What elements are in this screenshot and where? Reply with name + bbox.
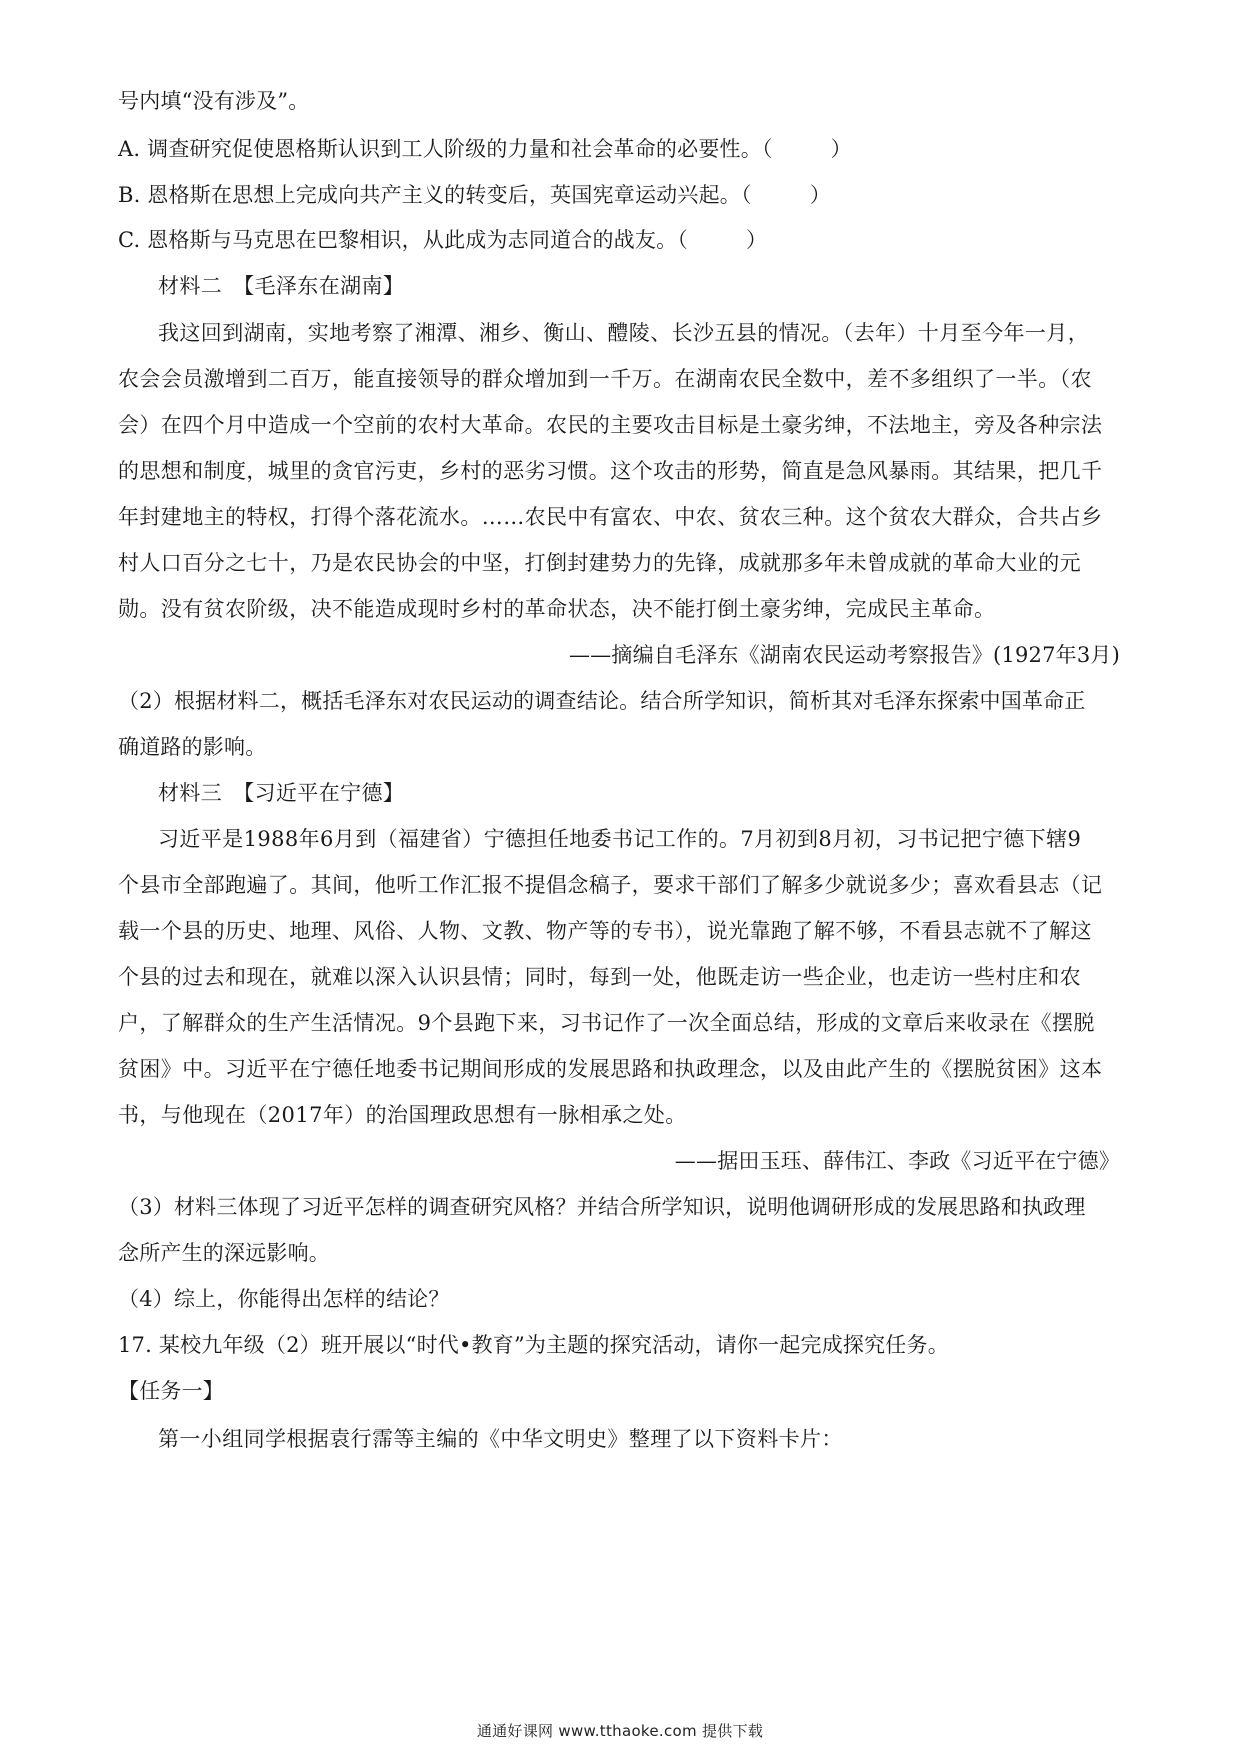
option-a-text: A. 调查研究促使恩格斯认识到工人阶级的力量和社会革命的必要性。（ [118,137,773,161]
question3-line-1: （3）材料三体现了习近平怎样的调查研究风格？并结合所学知识，说明他调研形成的发展思路和执政理 [118,1195,1086,1219]
task1-text: 第一小组同学根据袁行霈等主编的《中华文明史》整理了以下资料卡片： [158,1427,843,1451]
material3-line-5: 户，了解群众的生产生活情况。9个县跑下来，习书记作了一次全面总结，形成的文章后来收录在《摆脱 [118,1011,1095,1035]
question2-line-2: 确道路的影响。 [118,735,267,759]
material2-line-5: 年封建地主的特权，打得个落花流水。……农民中有富农、中农、贫农三种。这个贫农大群众，合共占乡 [118,505,1103,529]
material2-source: ——摘编自毛泽东《湖南农民运动考察报告》(1927年3月) [569,643,1120,667]
material3-heading: 材料三 【习近平在宁德】 [158,781,405,805]
option-b-text: B. 恩格斯在思想上完成向共产主义的转变后，英国宪章运动兴起。（ [118,183,752,207]
question3-line-2: 念所产生的深远影响。 [118,1241,330,1265]
material3-line-1: 习近平是1988年6月到（福建省）宁德担任地委书记工作的。7月初到8月初，习书记把宁德下辖9 [158,827,1082,851]
material2-line-1: 我这回到湖南，实地考察了湘潭、湘乡、衡山、醴陵、长沙五县的情况。（去年）十月至今年一月， [158,321,1090,345]
option-a-close: ） [830,137,852,161]
material2-heading: 材料二 【毛泽东在湖南】 [158,274,405,298]
material2-line-6: 村人口百分之七十，乃是农民协会的中坚，打倒封建势力的先锋，成就那多年未曾成就的革命大业的元 [118,551,1081,575]
option-b [118,180,831,210]
material2-line-2: 农会会员激增到二百万，能直接领导的群众增加到一千万。在湖南农民全数中，差不多组织了一半。（农 [118,367,1092,391]
material3-line-3: 载一个县的历史、地理、风俗、人物、文教、物产等的专书），说光靠跑了解不够，不看县志就不了解这 [118,919,1092,943]
question4: （4）综上，你能得出怎样的结论？ [118,1287,450,1311]
option-c-text: C. 恩格斯与马克思在巴黎相识，从此成为志同道合的战友。（ [118,228,688,252]
material3-line-2: 个县市全部跑遍了。其间，他听工作汇报不提倡念稿子，要求干部们了解多少就说多少；喜欢看县志（记 [118,873,1103,897]
option-a [118,134,852,164]
material2-line-7: 勋。没有贫农阶级，决不能造成现时乡村的革命状态，决不能打倒土豪劣绅，完成民主革命。 [118,597,996,621]
material3-line-4: 个县的过去和现在，就难以深入认识县情；同时，每到一处，他既走访一些企业，也走访一些村庄和农 [118,965,1081,989]
material2-line-3: 会）在四个月中造成一个空前的农村大革命。农民的主要攻击目标是土豪劣绅，不法地主，旁及各种宗法 [118,413,1103,437]
material3-source: ——据田玉珏、薛伟江、李政《习近平在宁德》 [674,1149,1120,1173]
option-c-close: ） [745,228,768,252]
material3-line-7: 书，与他现在（2017年）的治国理政思想有一脉相承之处。 [118,1103,687,1127]
material3-line-6: 贫困》中。习近平在宁德任地委书记期间形成的发展思路和执政理念，以及由此产生的《摆脱贫困》这本 [118,1057,1103,1081]
material2-line-4: 的思想和制度，城里的贪官污吏，乡村的恶劣习惯。这个攻击的形势，简直是急风暴雨。其结果，把几千 [118,459,1103,483]
task1-heading: 【任务一】 [118,1379,224,1403]
download-footer: 通通好课网 www.tthaoke.com 提供下载 [476,1722,764,1740]
question2-line-1: （2）根据材料二，概括毛泽东对农民运动的调查结论。结合所学知识，简析其对毛泽东探索中国革命正 [118,689,1086,713]
top-line: 号内填“没有涉及”。 [118,89,310,113]
option-c [118,225,767,255]
option-b-close: ） [809,183,831,207]
question17: 17. 某校九年级（2）班开展以“时代•教育”为主题的探究活动，请你一起完成探究任务。 [118,1333,949,1357]
